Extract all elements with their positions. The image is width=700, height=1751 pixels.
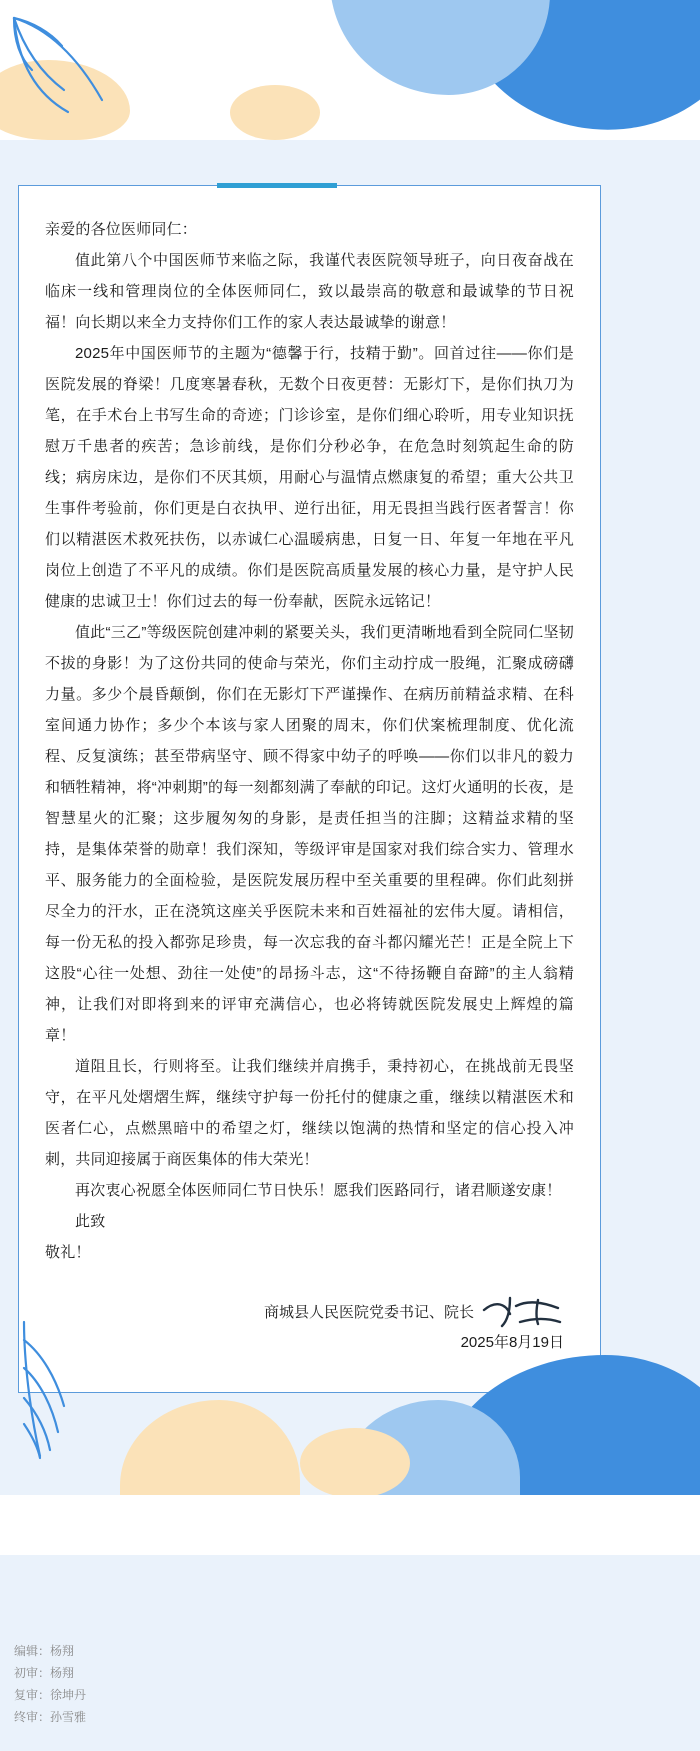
credits-block bbox=[0, 1640, 700, 1728]
header-decoration bbox=[0, 0, 700, 140]
cream-blob-shape-bottom bbox=[120, 1400, 300, 1495]
salutation: 亲爱的各位医师同仁： bbox=[45, 221, 198, 238]
credit-editor: 编辑：杨翔 bbox=[14, 1644, 75, 1658]
leaf-icon-top-left bbox=[6, 14, 126, 119]
paragraph-3: 值此“三乙”等级医院创建冲刺的紧要关头，我们更清晰地看到全院同仁坚韧不拔的身影！为了这份共同的使命与荣光，你们主动拧成一股绳，汇聚成磅礴力量。多少个晨昏颠倒，你们在无影灯下严谨操作、在病历前精益求精、在科室间通力协作；多少个本该与家人团聚的周末，你们伏案梳理制度、优化流程、反复演练；甚至带病坚守、顾不得家中幼子的呼唤——你们以非凡的毅力和牺牲精神，将“冲刺期”的每一刻都刻满了奉献的印记。这灯火通明的长夜，是智慧星火的汇聚；这步履匆匆的身影，是责任担当的注脚；这精益求精的坚持，是集体荣誉的勋章！我们深知，等级评审是国家对我们综合实力、管理水平、服务能力的全面检验，是医院发展历程中至关重要的里程碑。你们此刻拼尽全力的汗水，正在浇筑这座关乎医院未来和百姓福祉的宏伟大厦。请相信，每一份无私的投入都弥足珍贵，每一次忘我的奋斗都闪耀光芒！正是全院上下这股“心往一处想、劲往一处使”的昂扬斗志，这“不待扬鞭自奋蹄”的主人翁精神，让我们对即将到来的评审充满信心，也必将铸就医院发展史上辉煌的篇章！ bbox=[45, 624, 574, 1044]
leaf-icon-bottom-left bbox=[16, 1320, 136, 1460]
credit-final-review: 终审：孙雪雅 bbox=[14, 1710, 87, 1724]
signature-date: 2025年8月19日 bbox=[460, 1334, 564, 1351]
letter-card bbox=[18, 185, 601, 1393]
footer-white-band bbox=[0, 1495, 700, 1555]
paragraph-5: 再次衷心祝愿全体医师同仁节日快乐！愿我们医路同行，诸君顺遂安康！ bbox=[75, 1182, 562, 1199]
paragraph-2: 2025年中国医师节的主题为“德馨于行，技精于勤”。回首过往——你们是医院发展的脊梁！几度寒暑春秋，无数个日夜更替：无影灯下，是你们执刀为笔，在手术台上书写生命的奇迹；门诊诊室，是你们细心聆听，用专业知识抚慰万千患者的疾苦；急诊前线，是你们分秒必争，在危急时刻筑起生命的防线；病房床边，是你们不厌其烦，用耐心与温情点燃康复的希望；重大公共卫生事件考验前，你们更是白衣执甲、逆行出征，用无畏担当践行医者誓言！你们以精湛医术救死扶伤，以赤诚仁心温暖病患，日复一日、年复一年地在平凡岗位上创造了不平凡的成绩。你们是医院高质量发展的核心力量，是守护人民健康的忠诚卫士！你们过去的每一份奉献，医院永远铭记！ bbox=[45, 345, 574, 610]
credit-first-review: 初审：杨翔 bbox=[14, 1666, 75, 1680]
accent-bar bbox=[217, 183, 337, 188]
closing-regards: 敬礼！ bbox=[45, 1244, 91, 1261]
credit-second-review: 复审：徐坤丹 bbox=[14, 1688, 87, 1702]
handwritten-signature-icon bbox=[480, 1294, 566, 1328]
cream-blob-shape-center bbox=[230, 85, 320, 140]
paragraph-1: 值此第八个中国医师节来临之际，我谨代表医院领导班子，向日夜奋战在临床一线和管理岗位的全体医师同仁，致以最崇高的敬意和最诚挚的节日祝福！向长期以来全力支持你们工作的家人表达最诚挚的谢意！ bbox=[45, 252, 574, 331]
cream-blob-shape-bottom-2 bbox=[300, 1428, 410, 1498]
signer-title: 商城县人民医院党委书记、院长 bbox=[263, 1304, 474, 1321]
closing-salutation: 此致 bbox=[75, 1213, 106, 1230]
paragraph-4: 道阻且长，行则将至。让我们继续并肩携手，秉持初心，在挑战前无畏坚守，在平凡处熠熠生辉，继续守护每一份托付的健康之重，继续以精湛医术和医者仁心，点燃黑暗中的希望之灯，继续以饱满的热情和坚定的信心投入冲刺，共同迎接属于商医集体的伟大荣光！ bbox=[45, 1058, 574, 1168]
letter-body bbox=[45, 214, 574, 1268]
